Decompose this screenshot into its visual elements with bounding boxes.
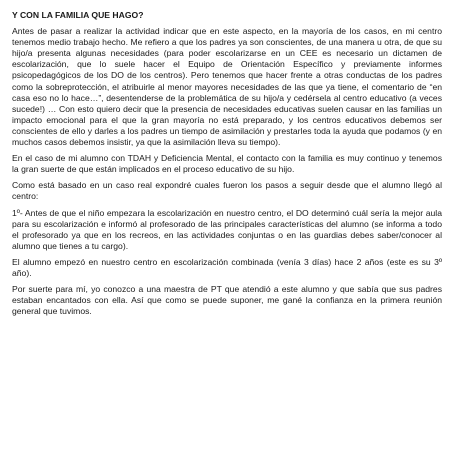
paragraph-schooling: El alumno empezó en nuestro centro en escolarización combinada (venía 3 días) hace 2 años (este es su 3º año). <box>12 256 442 278</box>
paragraph-student-case: En el caso de mi alumno con TDAH y Deficiencia Mental, el contacto con la familia es muy continuo y tenemos la gran suerte de que están implicados en el proceso educativo de su hijo. <box>12 153 442 175</box>
document-title: Y CON LA FAMILIA QUE HAGO? <box>12 10 144 20</box>
paragraph-pt-teacher: Por suerte para mí, yo conozco a una maestra de PT que atendió a este alumno y que sabía que sus padres estaban encantados con ella. Así que como se puede suponer, me gané la confianza en la primera reunión general que tuvimos. <box>12 284 442 317</box>
paragraph-family-needs: Antes de pasar a realizar la actividad indicar que en este aspecto, en la mayoría de los casos, en mi centro tenemos medio trabajo hecho. Me refiero a que los padres ya son conscientes, de una manera u otra, de que su hijo/a presenta algunas necesidades (para poder escolarizarse en un CEE es necesario un dictamen de escolarización, que lo suele hacer el Equipo de Orientación Específico y previamente informes psicopedagógicos de los DO de los centros). Pero tenemos que hacer frente a otras conductas de los padres como la sobreprotección, el atribuirle al menor mayores necesidades de las que ya tiene, el comentario de “en casa eso no lo hace…”, desentenderse de la problemática de su hijo/a y cedérsela al centro educativo (a veces sucede!) … Con esto quiero decir que la presencia de necesidades educativas suelen causar en las familias un impacto emocional para el que la gran mayoría no está preparado, y los centros educativos debemos ser conscientes de ello y darles a los padres un tiempo de asimilación y prestarles toda la ayuda que podamos (y en muchos casos debemos insistir, ya que la asimilación lleva su tiempo). <box>12 26 442 148</box>
paragraph-steps-intro: Como está basado en un caso real expondré cuales fueron los pasos a seguir desde que el alumno llegó al centro: <box>12 180 442 202</box>
paragraph-step-one: 1º- Antes de que el niño empezara la escolarización en nuestro centro, el DO determinó cuál sería la mejor aula para su escolarización e informó al profesorado de las principales características del alumno (se informa a todo el profesorado ya que en los recreos, en las actividades conjuntas o en las guardias debes saber/conocer al alumno que tienes a tu cargo). <box>12 207 442 251</box>
document-page <box>12 10 442 322</box>
